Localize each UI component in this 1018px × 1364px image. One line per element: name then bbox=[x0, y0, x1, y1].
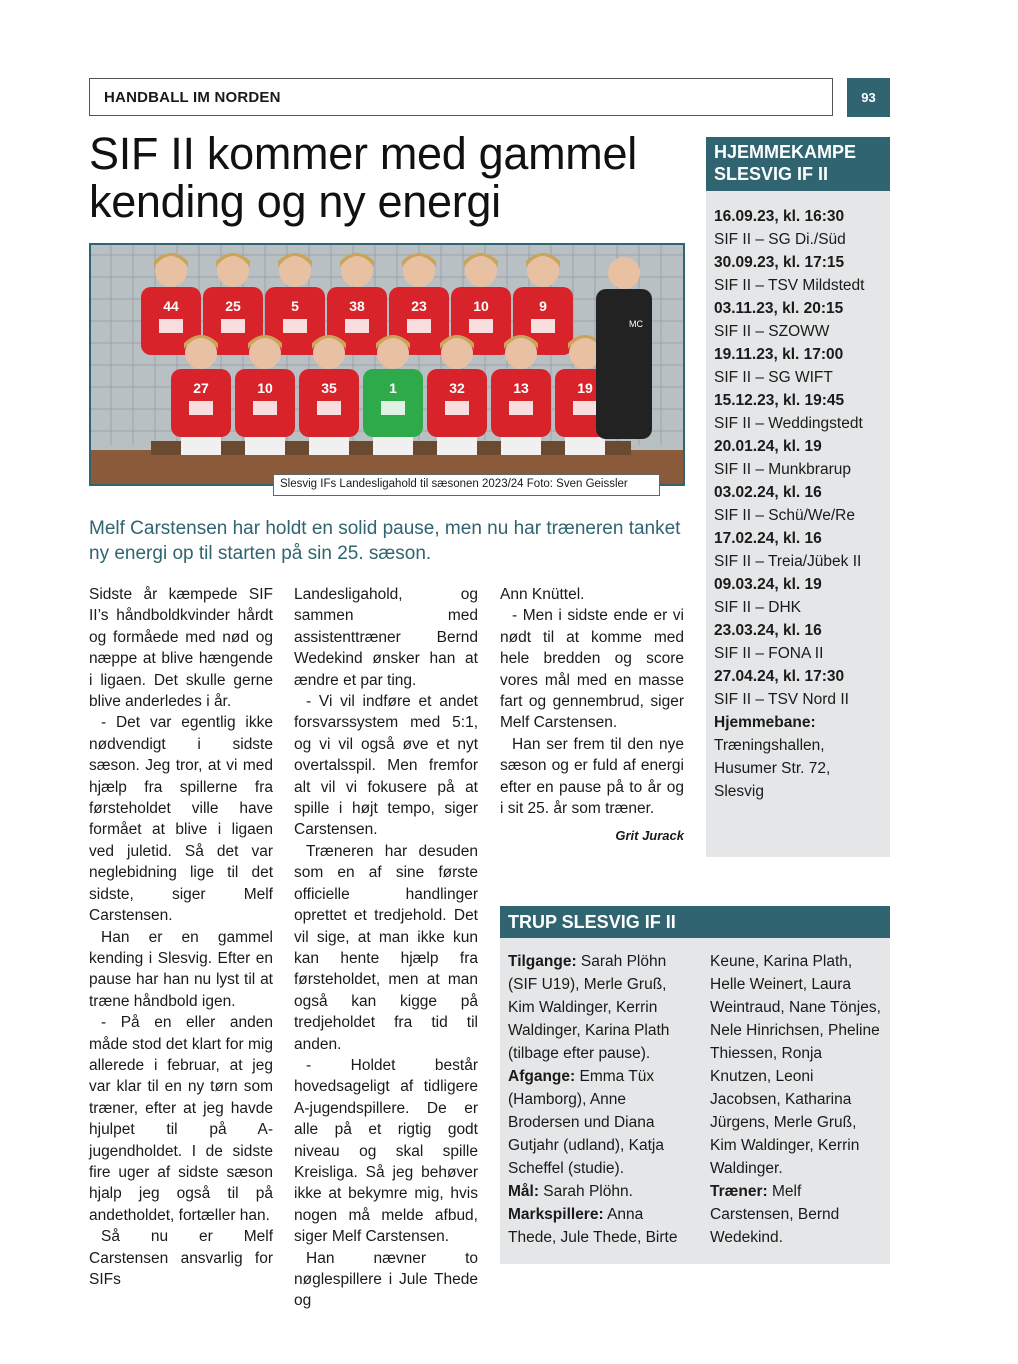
article-lede: Melf Carstensen har holdt en solid pause, men nu har træneren tanket ny energi op til starten på sin 25. sæson. bbox=[89, 518, 681, 564]
jersey-number: 9 bbox=[539, 298, 547, 314]
jersey-number: 32 bbox=[449, 380, 465, 396]
fixture-match: SIF II – Munkbrarup bbox=[714, 461, 851, 478]
jersey-number: 35 bbox=[321, 380, 337, 396]
coach-tracksuit bbox=[596, 289, 652, 439]
fixture-date: 03.11.23, kl. 20:15 bbox=[714, 300, 844, 317]
fixture-match: SIF II – SZOWW bbox=[714, 323, 830, 340]
fixture-date: 30.09.23, kl. 17:15 bbox=[714, 254, 845, 271]
fixture-date: 15.12.23, kl. 19:45 bbox=[714, 392, 845, 409]
venue-line: Træningshallen, bbox=[714, 737, 825, 754]
jersey-number: 5 bbox=[291, 298, 299, 314]
article-column-1 bbox=[89, 584, 273, 1290]
jersey-sponsor bbox=[345, 319, 369, 333]
jersey-number: 19 bbox=[577, 380, 593, 396]
squad-goalkeepers bbox=[508, 1180, 680, 1203]
goalkeepers-label: Mål: bbox=[508, 1183, 539, 1200]
coaches-text: Melf Carstensen, Bernd Wedekind. bbox=[710, 1183, 840, 1246]
paragraph: Ann Knüttel. bbox=[500, 586, 585, 603]
jersey-number: 27 bbox=[193, 380, 209, 396]
jersey-sponsor bbox=[283, 319, 307, 333]
squad-box bbox=[500, 906, 890, 1264]
fixture-match: SIF II – TSV Mildstedt bbox=[714, 277, 865, 294]
fixture-match: SIF II – DHK bbox=[714, 599, 801, 616]
paragraph: Sidste år kæmpede SIF II’s håndboldkvinder hårdt og formåede med nød og næppe at blive hængende i ligaen. Det skulle gerne blive anderledes i år. bbox=[89, 586, 273, 711]
paragraph: - Det var egentlig ikke nødvendigt i sidste sæson. Jeg tror, at vi med hjælp fra spillerne fra førsteholdet ville have formået at blive i ligaen ved juletid. Så det var neglebidning lige til det sidste, siger Melf Carstensen. bbox=[89, 714, 273, 925]
jersey-sponsor bbox=[221, 319, 245, 333]
author-byline: Grit Jurack bbox=[615, 828, 684, 844]
player-shorts bbox=[245, 437, 285, 455]
fixture-date: 27.04.24, kl. 17:30 bbox=[714, 668, 845, 685]
fixture-match: SIF II – SG WIFT bbox=[714, 369, 833, 386]
jersey-number: 23 bbox=[411, 298, 427, 314]
jersey-sponsor bbox=[531, 319, 555, 333]
fixture-match: SIF II – SG Di./Süd bbox=[714, 231, 846, 248]
squad-arrivals bbox=[508, 950, 680, 1065]
player-shorts bbox=[373, 437, 413, 455]
paragraph: Træneren har desuden som en af sine første officielle handlinger oprettet et tredjehold. Det vil sige, at man ikke kun kan hente hjælp fra førsteholdet, men at man også kan kigge på tredjeholdet fra tid til anden. bbox=[294, 842, 478, 1053]
jersey-number: 44 bbox=[163, 298, 179, 314]
fixture-date: 09.03.24, kl. 19 bbox=[714, 576, 822, 593]
team-photo bbox=[89, 243, 685, 486]
squad-departures bbox=[508, 1065, 680, 1180]
home-games-title-line: HJEMMEKAMPE bbox=[714, 142, 857, 162]
article-column-2 bbox=[294, 584, 478, 1312]
squad-body bbox=[500, 938, 890, 1249]
jersey-sponsor bbox=[573, 401, 597, 415]
paragraph: Landesligahold, og sammen med assistenttræner Bernd Wedekind ønsker han at ændre et par ting. bbox=[294, 586, 478, 689]
paragraph: - Vi vil indføre et andet forsvarssystem med 5:1, og vi vil også øve et nyt overtalsspil. Men fremfor alt vil vi fokusere på at spille i højt tempo, siger Carstensen. bbox=[294, 693, 478, 839]
home-games-title-line: SLESVIG IF II bbox=[714, 164, 829, 184]
fixture-date: 20.01.24, kl. 19 bbox=[714, 438, 822, 455]
arrivals-text: Sarah Plöhn (SIF U19), Merle Gruß, Kim Waldinger, Kerrin Waldinger, Karina Plath (tilbage efter pause). bbox=[508, 953, 670, 1062]
departures-text: Emma Tüx (Hamborg), Anne Brodersen und Diana Gutjahr (udland), Katja Scheffel (studie). bbox=[508, 1068, 664, 1177]
jersey-number: 1 bbox=[389, 380, 397, 396]
arrivals-label: Tilgange: bbox=[508, 953, 577, 970]
paragraph: - Holdet består hovedsageligt af tidligere A-jugendspillere. De er alle på et rigtig godt niveau og skal spille Kreisliga. Så jeg behøver ikke at bekymre mig, hvis nogen må melde afbud, siger Melf Carstensen. bbox=[294, 1056, 478, 1246]
player-shorts bbox=[181, 437, 221, 455]
fixture-match: SIF II – Schü/We/Re bbox=[714, 507, 855, 524]
jersey-sponsor bbox=[159, 319, 183, 333]
photo-caption: Slesvig IFs Landesligahold til sæsonen 2023/24 Foto: Sven Geissler bbox=[273, 474, 660, 496]
departures-label: Afgange: bbox=[508, 1068, 576, 1085]
jersey-number: 13 bbox=[513, 380, 529, 396]
fixture-date: 16.09.23, kl. 16:30 bbox=[714, 208, 845, 225]
page-number: 93 bbox=[847, 78, 890, 117]
paragraph: Han nævner to nøglespillere i Jule Thede og bbox=[294, 1249, 478, 1310]
venue-line: Husumer Str. 72, bbox=[714, 760, 831, 777]
fixture-match: SIF II – TSV Nord II bbox=[714, 691, 849, 708]
jersey-sponsor bbox=[469, 319, 493, 333]
fieldplayers-text: Anna Thede, Jule Thede, Birte Keune, Karina Plath, Helle Weinert, Laura Weintraud, Nane Tönjes, Nele Hinrichsen, Pheline Thiessen, Ronja Knutzen, Leoni Jacobsen, Katharina Jürgens, Merle Gruß, Kim Waldinger, Kerrin Waldinger. bbox=[508, 953, 881, 1246]
paragraph: - Men i sidste ende er vi nødt til at komme med hele bredden og score vores mål med en masse fart og gennembrud, siger Melf Carstensen. bbox=[500, 607, 684, 732]
jersey-number: 38 bbox=[349, 298, 365, 314]
paragraph: - På en eller anden måde stod det klart for mig allerede i februar, at jeg var klar til en ny tørn som træner, efter at jeg havde hjulpet til på A-jugendholdet. I de sidste fire uger af sidste sæson hjalp jeg også til på andetholdet, fortæller han. bbox=[89, 1014, 273, 1224]
squad-column-2 bbox=[710, 1180, 882, 1249]
venue-line: Slesvig bbox=[714, 783, 764, 800]
coaches-label: Træner: bbox=[710, 1183, 768, 1200]
fixture-date: 19.11.23, kl. 17:00 bbox=[714, 346, 844, 363]
player-shorts bbox=[501, 437, 541, 455]
venue-label: Hjemmebane: bbox=[714, 714, 816, 731]
paragraph: Han ser frem til den nye sæson og er fuld af energi efter en pause på to år og i sit 25. år som træner. bbox=[500, 735, 684, 818]
team-photo-illustration bbox=[91, 245, 683, 484]
coach-initials: MC bbox=[629, 319, 643, 329]
jersey-number: 10 bbox=[257, 380, 273, 396]
goalkeepers-text: Sarah Plöhn. bbox=[539, 1183, 633, 1200]
squad-title: TRUP SLESVIG IF II bbox=[500, 906, 890, 938]
fixture-match: SIF II – FONA II bbox=[714, 645, 824, 662]
squad-coaches bbox=[710, 1180, 882, 1249]
fixture-list bbox=[706, 191, 890, 803]
jersey-sponsor bbox=[445, 401, 469, 415]
coach-head bbox=[608, 257, 640, 289]
fixture-match: SIF II – Weddingstedt bbox=[714, 415, 863, 432]
fixture-date: 03.02.24, kl. 16 bbox=[714, 484, 822, 501]
fixture-date: 23.03.24, kl. 16 bbox=[714, 622, 822, 639]
player-shorts bbox=[437, 437, 477, 455]
article-headline: SIF II kommer med gammel kending og ny energi bbox=[89, 128, 637, 227]
jersey-number: 10 bbox=[473, 298, 489, 314]
home-games-box bbox=[706, 137, 890, 857]
paragraph: Han er en gammel kending i Slesvig. Efter en pause har han nu lyst til at træne håndbold igen. bbox=[89, 928, 273, 1010]
jersey-sponsor bbox=[253, 401, 277, 415]
jersey-sponsor bbox=[189, 401, 213, 415]
jersey-sponsor bbox=[407, 319, 431, 333]
jersey-sponsor bbox=[509, 401, 533, 415]
jersey-sponsor bbox=[317, 401, 341, 415]
home-games-title bbox=[706, 137, 890, 191]
player-shorts bbox=[309, 437, 349, 455]
player-shorts bbox=[565, 437, 605, 455]
jersey-number: 25 bbox=[225, 298, 241, 314]
fixture-match: SIF II – Treia/Jübek II bbox=[714, 553, 862, 570]
article-column-3 bbox=[500, 584, 684, 847]
jersey-sponsor bbox=[381, 401, 405, 415]
paragraph: Så nu er Melf Carstensen ansvarlig for SIFs bbox=[89, 1228, 273, 1288]
section-header bbox=[89, 78, 833, 116]
section-title: HANDBALL IM NORDEN bbox=[104, 88, 281, 106]
fixture-date: 17.02.24, kl. 16 bbox=[714, 530, 822, 547]
fieldplayers-label: Markspillere: bbox=[508, 1206, 604, 1223]
